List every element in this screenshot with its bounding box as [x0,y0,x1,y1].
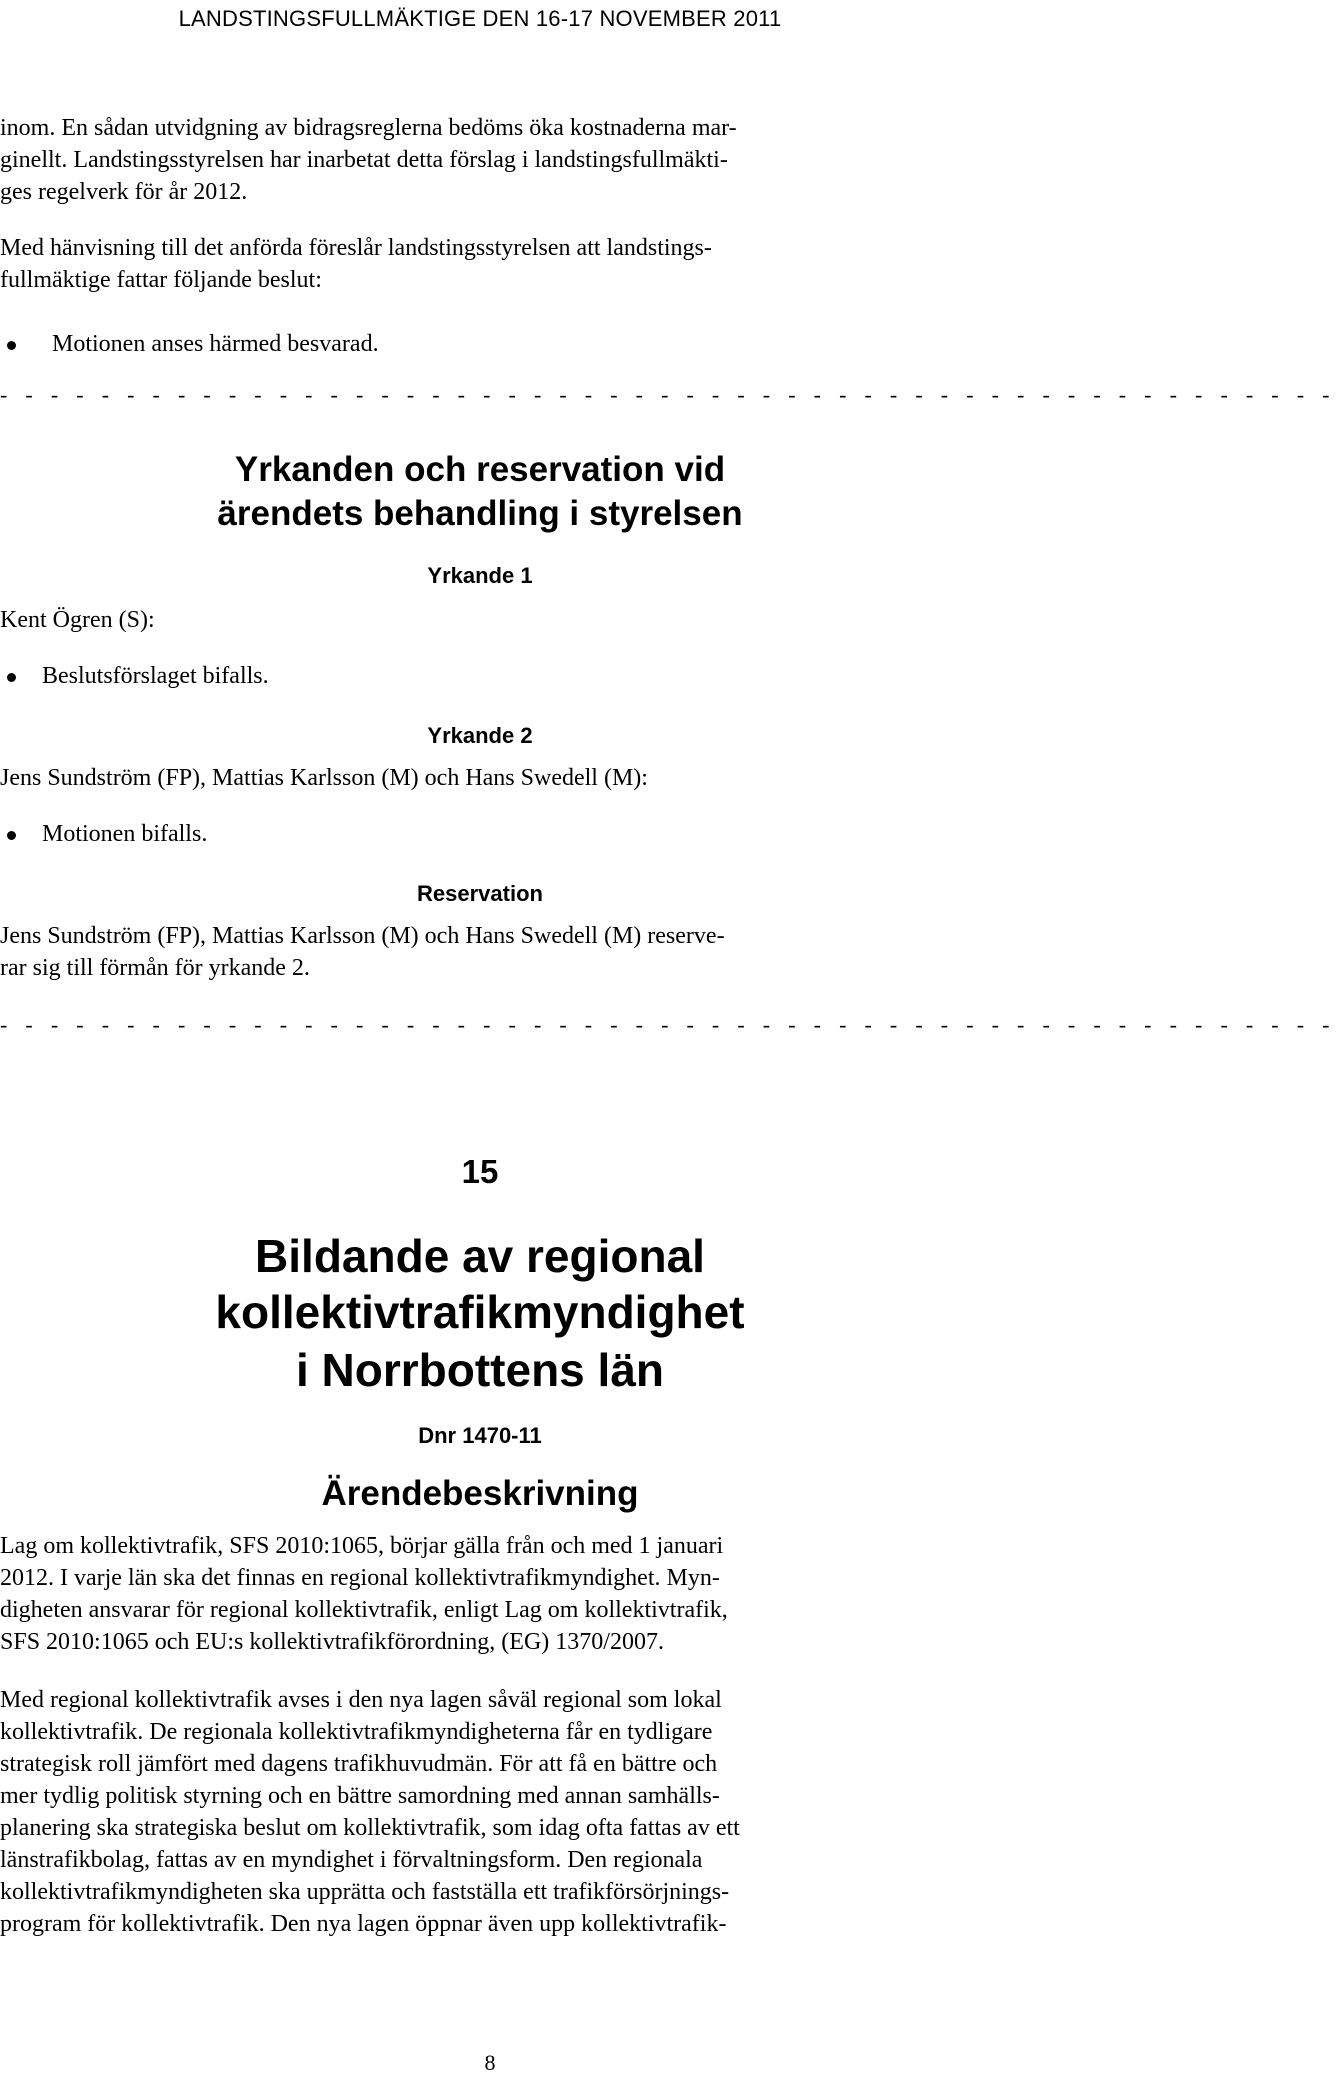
yrkande-1-speaker: Kent Ögren (S): [0,607,155,633]
item-number: 15 [461,1153,499,1190]
description-heading: Ärendebeskrivning [321,1474,639,1513]
intro-line-3: ges regelverk för år 2012. [0,179,248,205]
motions-heading-line-2: ärendets behandling i styrelsen [217,494,743,533]
item-title-line-3: i Norrbottens län [295,1344,665,1396]
para-1-line-4: SFS 2010:1065 och EU:s kollektivtrafikförordning, (EG) 1370/2007. [0,1629,664,1655]
para-2-line-3: strategisk roll jämfört med dagens trafikhuvudmän. För att få en bättre och [0,1751,718,1777]
para-2-line-8: program för kollektivtrafik. Den nya lagen öppnar även upp kollektivtrafik- [0,1911,727,1937]
proposal-line-1: Med hänvisning till det anförda föreslår landstingsstyrelsen att landstings- [0,235,712,261]
para-2-line-4: mer tydlig politisk styrning och en bättre samordning med annan samhälls- [0,1783,720,1809]
yrkande-1-bullet: Beslutsförslaget bifalls. [42,663,269,689]
yrkande-2-bullet: Motionen bifalls. [42,821,208,847]
yrkande-1-title: Yrkande 1 [427,563,533,588]
para-1-line-1: Lag om kollektivtrafik, SFS 2010:1065, börjar gälla från och med 1 januari [0,1533,724,1559]
item-title-line-2: kollektivtrafikmyndighet [215,1286,745,1338]
para-2-line-5: planering ska strategiska beslut om kollektivtrafik, som idag ofta fattas av ett [0,1815,740,1841]
para-1-line-2: 2012. I varje län ska det finnas en regional kollektivtrafikmyndighet. Myn- [0,1565,720,1591]
para-2-line-7: kollektivtrafikmyndigheten ska upprätta och fastställa ett trafikförsörjnings- [0,1879,730,1905]
para-1-line-3: digheten ansvarar för regional kollektivtrafik, enligt Lag om kollektivtrafik, [0,1597,728,1623]
yrkande-2-title: Yrkande 2 [427,723,533,748]
para-2-line-2: kollektivtrafik. De regionala kollektivtrafikmyndigheterna får en tydligare [0,1719,713,1745]
bullet-icon [7,341,16,350]
bullet-icon [7,673,16,682]
page-number: 8 [484,2050,496,2075]
page-header: LANDSTINGSFULLMÄKTIGE DEN 16-17 NOVEMBER 2011 [178,6,782,31]
separator-bottom: - - - - - - - - - - - - - - - - - - - - - - - - - - - - - - - - - - - - - - - - - - - - - - - - - - - - - [0,1012,1336,1037]
yrkande-2-speaker: Jens Sundström (FP), Mattias Karlsson (M) och Hans Swedell (M): [0,765,648,791]
item-dnr: Dnr 1470-11 [418,1423,542,1448]
separator-top: - - - - - - - - - - - - - - - - - - - - - - - - - - - - - - - - - - - - - - - - - - - - - - - - - - - - - [0,382,1336,407]
proposal-line-2: fullmäktige fattar följande beslut: [0,267,322,293]
reservation-line-1: Jens Sundström (FP), Mattias Karlsson (M) och Hans Swedell (M) reserve- [0,923,725,949]
para-2-line-6: länstrafikbolag, fattas av en myndighet i förvaltningsform. Den regionala [0,1847,703,1873]
para-2-line-1: Med regional kollektivtrafik avses i den nya lagen såväl regional som lokal [0,1687,722,1713]
reservation-line-2: rar sig till förmån för yrkande 2. [0,955,310,981]
motions-heading-line-1: Yrkanden och reservation vid [234,450,726,489]
intro-line-1: inom. En sådan utvidgning av bidragsreglerna bedöms öka kostnaderna mar- [0,115,737,141]
reservation-title: Reservation [417,881,543,906]
item-title-line-1: Bildande av regional [255,1230,705,1282]
intro-bullet: Motionen anses härmed besvarad. [52,331,379,357]
intro-line-2: ginellt. Landstingsstyrelsen har inarbetat detta förslag i landstingsfullmäkti- [0,147,728,173]
bullet-icon [7,831,16,840]
